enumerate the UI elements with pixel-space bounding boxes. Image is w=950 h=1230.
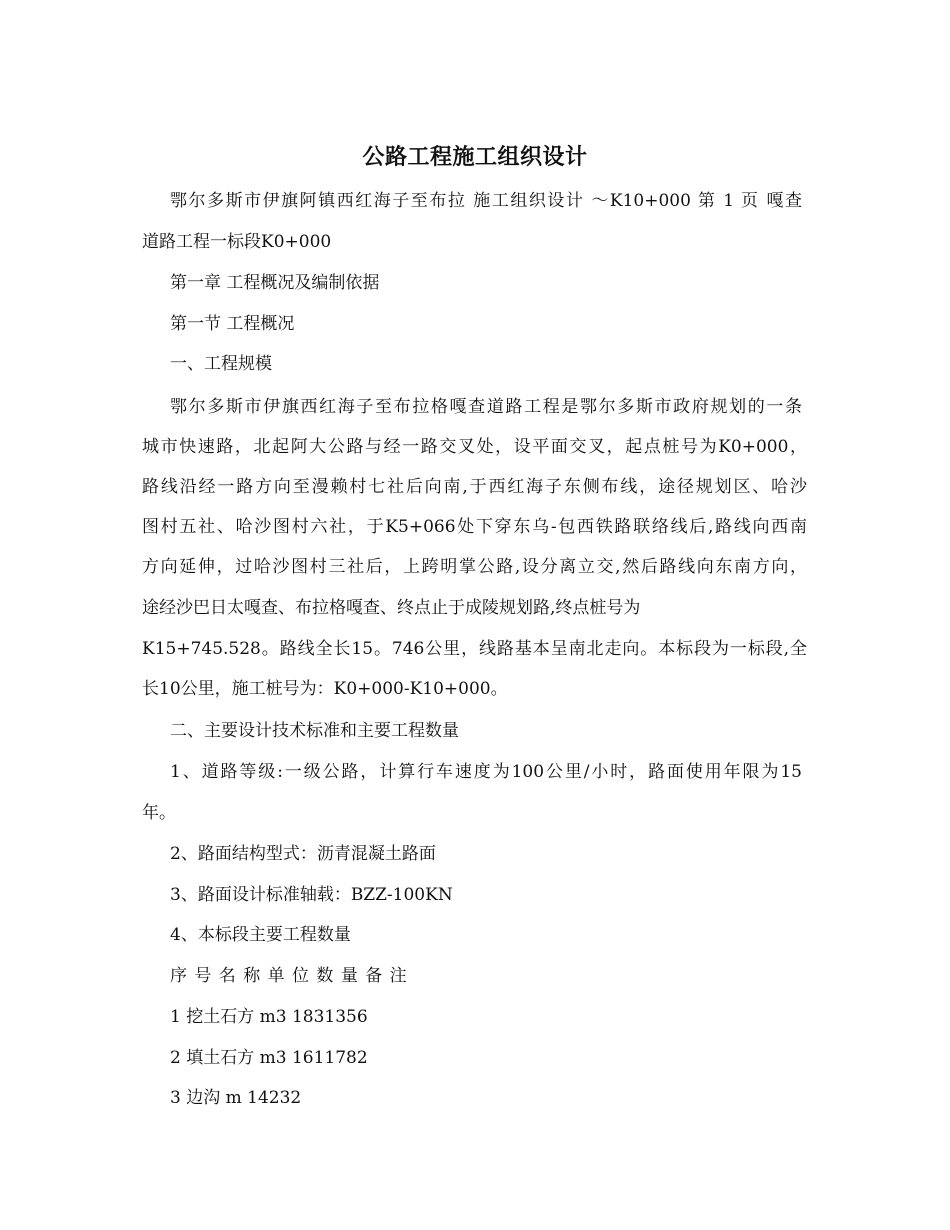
header-line: 鄂尔多斯市伊旗阿镇西红海子至布拉 施工组织设计 ～K10+000 第 1 页 嘎查	[170, 191, 802, 211]
list-item: 4、本标段主要工程数量	[170, 925, 351, 945]
list-item: 1、道路等级:一级公路，计算行车速度为100公里/小时，路面使用年限为15	[170, 762, 802, 782]
paragraph-line: 途经沙巴日太嘎查、布拉格嘎查、终点止于成陵规划路,终点桩号为	[142, 598, 641, 618]
paragraph-line: 路线沿经一路方向至漫赖村七社后向南,于西红海子东侧布线，途径规划区、哈沙	[142, 477, 807, 497]
section-heading: 第一节 工程概况	[170, 314, 295, 334]
table-header-row: 序 号 名 称 单 位 数 量 备 注	[170, 966, 408, 986]
table-row: 2 填土石方 m3 1611782	[170, 1048, 368, 1068]
list-item: 3、路面设计标准轴载：BZZ-100KN	[170, 885, 453, 905]
paragraph-line: 鄂尔多斯市伊旗西红海子至布拉格嘎查道路工程是鄂尔多斯市政府规划的一条	[170, 397, 802, 417]
table-row: 3 边沟 m 14232	[170, 1088, 302, 1108]
table-row: 1 挖土石方 m3 1831356	[170, 1007, 368, 1027]
header-line-continued: 道路工程一标段K0+000	[142, 232, 332, 252]
chapter-heading: 第一章 工程概况及编制依据	[170, 273, 380, 293]
list-item-continued: 年。	[142, 803, 176, 823]
list-item: 2、路面结构型式：沥青混凝土路面	[170, 844, 436, 864]
document-title: 公路工程施工组织设计	[362, 144, 588, 170]
paragraph-line: 图村五社、哈沙图村六社，于K5+066处下穿东乌-包西铁路联络线后,路线向西南	[142, 517, 807, 537]
subsection-heading: 一、工程规模	[170, 354, 272, 374]
paragraph-line: K15+745.528。路线全长15。746公里，线路基本呈南北走向。本标段为一标段,全	[142, 639, 807, 659]
paragraph-line: 城市快速路，北起阿大公路与经一路交叉处，设平面交叉，起点桩号为K0+000，	[142, 437, 807, 457]
subsection-heading: 二、主要设计技术标准和主要工程数量	[170, 721, 459, 741]
paragraph-line: 长10公里，施工桩号为：K0+000-K10+000。	[142, 679, 508, 699]
paragraph-line: 方向延伸，过哈沙图村三社后，上跨明掌公路,设分离立交,然后路线向东南方向，	[142, 557, 807, 577]
